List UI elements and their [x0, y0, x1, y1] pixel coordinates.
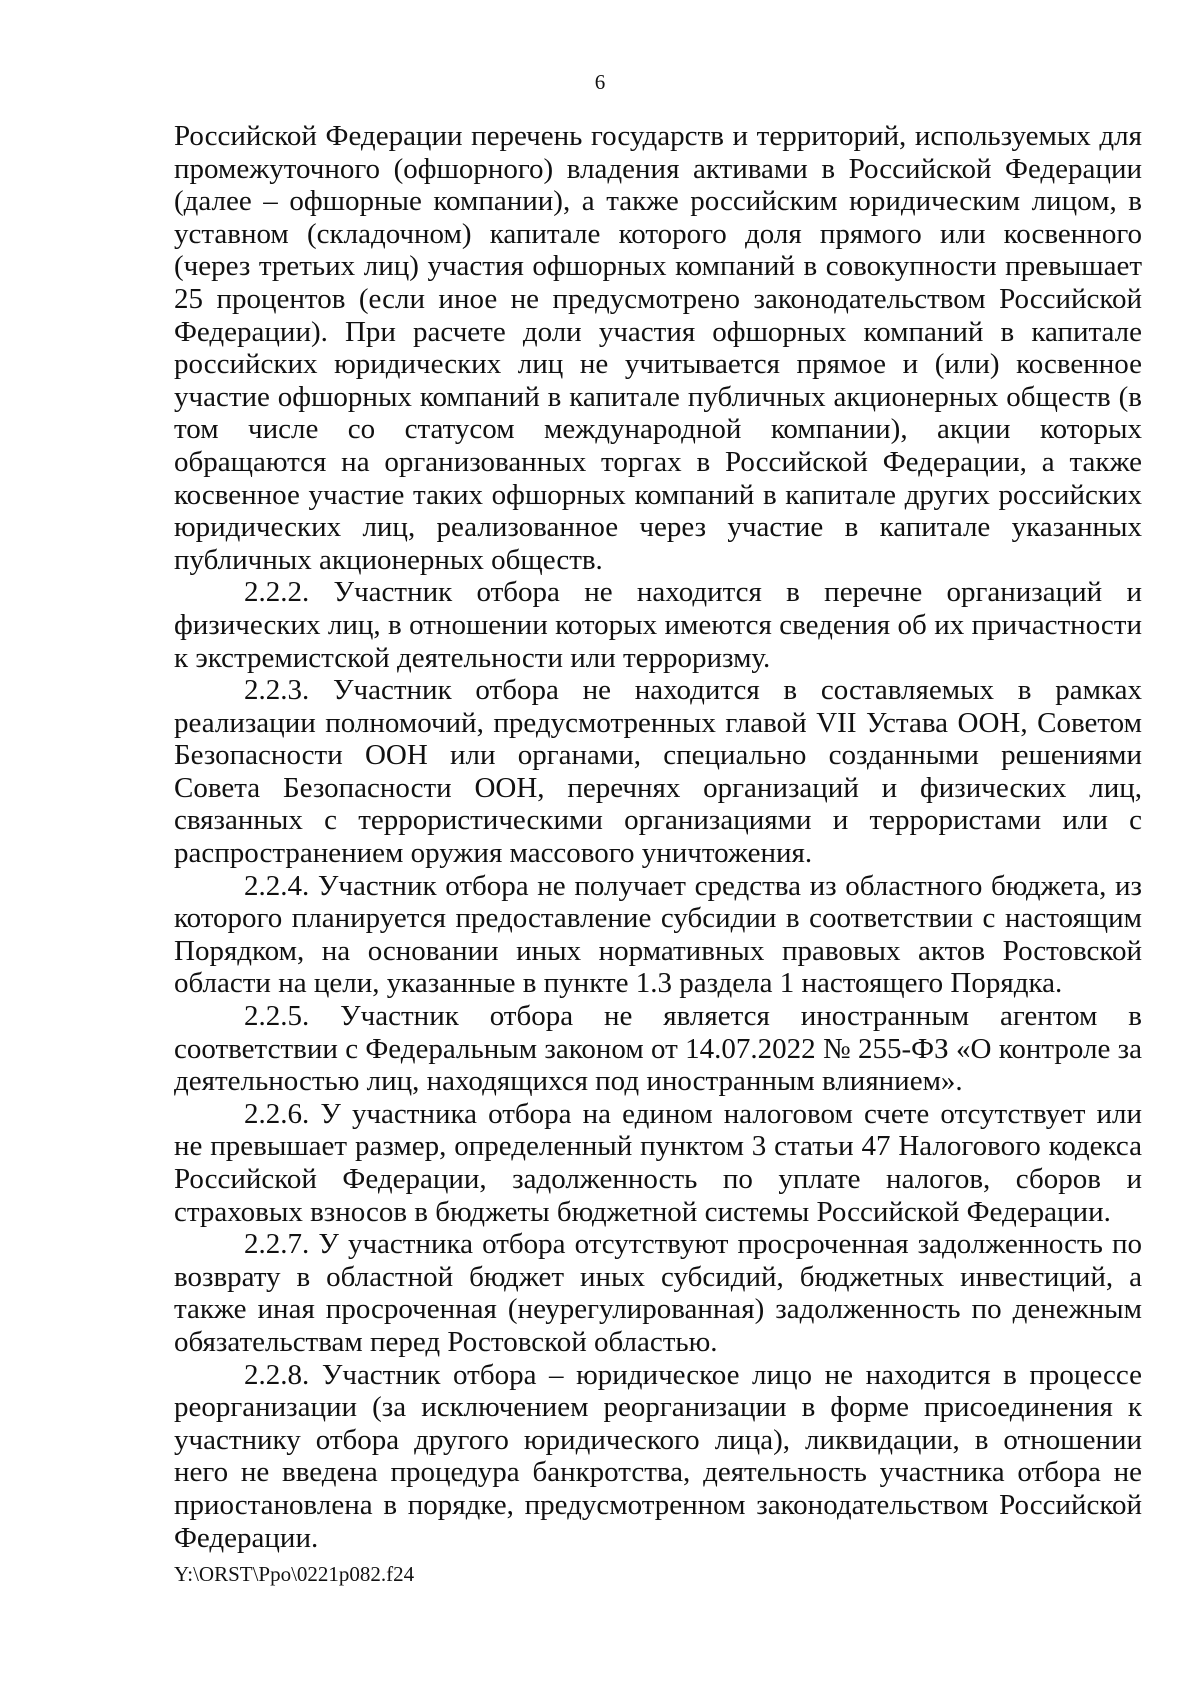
paragraph-continuation: Российской Федерации перечень государств и территорий, используемых для промежуточного (офшорного) владения активами в Российской Федерации (далее – офшорные компании), а также российским юридическим лицом, в уставном (складочном) капитале которого доля прямого или косвенного (через третьих лиц) участия офшорных компаний в совокупности превышает 25 процентов (если иное не предусмотрено законодательством Российской Федерации). При расчете доли участия офшорных компаний в капитале российских юридических лиц не учитывается прямое и (или) косвенное участие офшорных компаний в капитале публичных акционерных обществ (в том числе со статусом международной компании), акции которых обращаются на организованных торгах в Российской Федерации, а также косвенное участие таких офшорных компаний в капитале других российских юридических лиц, реализованное через участие в капитале указанных публичных акционерных обществ. — [174, 120, 1142, 576]
paragraph-2-2-2: 2.2.2. Участник отбора не находится в перечне организаций и физических лиц, в отношении которых имеются сведения об их причастности к экстремистской деятельности или терроризму. — [174, 576, 1142, 674]
paragraph-2-2-6: 2.2.6. У участника отбора на едином налоговом счете отсутствует или не превышает размер, определенный пунктом 3 статьи 47 Налогового кодекса Российской Федерации, задолженность по уплате налогов, сборов и страховых взносов в бюджеты бюджетной системы Российской Федерации. — [174, 1097, 1142, 1228]
paragraph-2-2-4: 2.2.4. Участник отбора не получает средства из областного бюджета, из которого планируется предоставление субсидии в соответствии с настоящим Порядком, на основании иных нормативных правовых актов Ростовской области на цели, указанные в пункте 1.3 раздела 1 настоящего Порядка. — [174, 869, 1142, 1000]
paragraph-2-2-8: 2.2.8. Участник отбора – юридическое лицо не находится в процессе реорганизации (за исключением реорганизации в форме присоединения к участнику отбора другого юридического лица), ликвидации, в отношении него не введена процедура банкротства, деятельность участника отбора не приостановлена в порядке, предусмотренном законодательством Российской Федерации. — [174, 1358, 1142, 1554]
paragraph-2-2-7: 2.2.7. У участника отбора отсутствуют просроченная задолженность по возврату в областной бюджет иных субсидий, бюджетных инвестиций, а также иная просроченная (неурегулированная) задолженность по денежным обязательствам перед Ростовской областью. — [174, 1228, 1142, 1358]
paragraph-2-2-3: 2.2.3. Участник отбора не находится в составляемых в рамках реализации полномочий, предусмотренных главой VII Устава ООН, Советом Безопасности ООН или органами, специально созданными решениями Совета Безопасности ООН, перечнях организаций и физических лиц, связанных с террористическими организациями и террористами или с распространением оружия массового уничтожения. — [174, 674, 1142, 870]
paragraph-2-2-5: 2.2.5. Участник отбора не является иностранным агентом в соответствии с Федеральным законом от 14.07.2022 № 255-ФЗ «О контроле за деятельностью лиц, находящихся под иностранным влиянием». — [174, 1000, 1142, 1098]
page-number: 6 — [594, 70, 606, 94]
document-body — [174, 120, 1142, 1554]
footer-file-path: Y:\ORST\Ppo\0221p082.f24 — [174, 1562, 415, 1586]
